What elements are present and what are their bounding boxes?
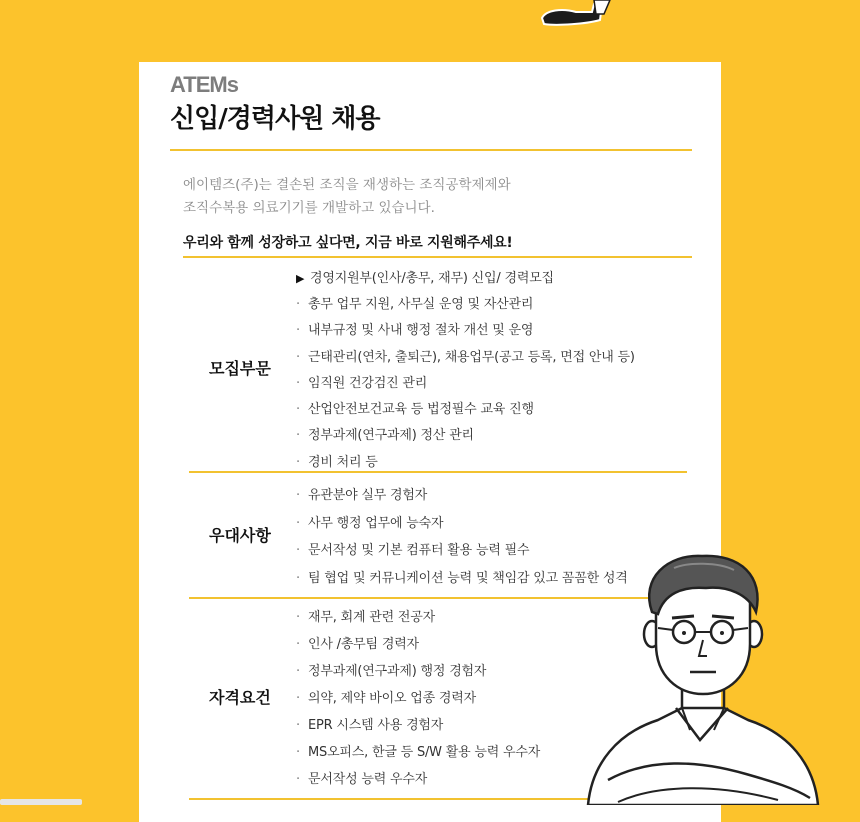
- list-item: [296, 424, 474, 443]
- list-item: [296, 768, 427, 787]
- section-label-preferred: 우대사항: [209, 526, 271, 545]
- section-label-qualifications: 자격요건: [209, 688, 271, 707]
- list-item: [296, 606, 435, 625]
- list-item: [296, 714, 443, 733]
- page-title: 신입/경력사원 채용: [170, 104, 380, 134]
- bullet-icon: ·: [296, 610, 300, 625]
- list-item: [296, 267, 554, 286]
- bullet-icon: ·: [296, 402, 300, 417]
- bullet-icon: ·: [296, 455, 300, 470]
- list-item: [296, 451, 378, 470]
- bullet-icon: ·: [296, 543, 300, 558]
- bullet-icon: ·: [296, 637, 300, 652]
- item-text: 경비 처리 등: [308, 455, 378, 470]
- bullet-icon: ·: [296, 691, 300, 706]
- bullet-icon: ·: [296, 297, 300, 312]
- list-item: [296, 687, 476, 706]
- item-text: 정부과제(연구과제) 행정 경험자: [308, 664, 487, 679]
- item-text: 팀 협업 및 커뮤니케이션 능력 및 책임감 있고 꼼꼼한 성격: [308, 571, 628, 586]
- bullet-icon: ·: [296, 350, 300, 365]
- bullet-icon: ·: [296, 376, 300, 391]
- company-intro: [183, 174, 511, 220]
- section-label-recruitment: 모집부문: [209, 359, 271, 378]
- shoe-illustration: [536, 0, 616, 30]
- list-item: [296, 512, 443, 531]
- list-item: [296, 660, 486, 679]
- item-text: 경영지원부(인사/총무, 재무) 신입/ 경력모집: [310, 271, 554, 286]
- brand-logo-text: ATEMs: [170, 72, 238, 97]
- list-item: [296, 319, 533, 338]
- item-text: 문서작성 및 기본 컴퓨터 활용 능력 필수: [308, 543, 530, 558]
- cta-divider: [183, 256, 692, 258]
- item-text: 유관분야 실무 경험자: [308, 488, 428, 503]
- item-text: 내부규정 및 사내 행정 절차 개선 및 운영: [308, 323, 534, 338]
- list-item: [296, 539, 529, 558]
- bullet-icon: ·: [296, 772, 300, 787]
- bullet-icon: ·: [296, 323, 300, 338]
- item-text: 의약, 제약 바이오 업종 경력자: [308, 691, 476, 706]
- bullet-icon: ·: [296, 488, 300, 503]
- item-text: 임직원 건강검진 관리: [308, 376, 428, 391]
- item-text: 사무 행정 업무에 능숙자: [308, 516, 444, 531]
- item-text: 정부과제(연구과제) 정산 관리: [308, 428, 474, 443]
- item-text: 근태관리(연차, 출퇴근), 채용업무(공고 등록, 면접 안내 등): [308, 350, 635, 365]
- item-text: 총무 업무 지원, 사무실 운영 및 자산관리: [308, 297, 534, 312]
- section-divider: [189, 471, 687, 473]
- call-to-action: 우리와 함께 성장하고 싶다면, 지금 바로 지원해주세요!: [183, 235, 513, 251]
- list-item: [296, 346, 635, 365]
- list-item: [296, 484, 427, 503]
- item-text: 문서작성 능력 우수자: [308, 772, 428, 787]
- item-text: EPR 시스템 사용 경험자: [308, 718, 444, 733]
- bullet-icon: ·: [296, 745, 300, 760]
- list-item: [296, 293, 533, 312]
- bullet-icon: ·: [296, 428, 300, 443]
- bullet-icon: ·: [296, 516, 300, 531]
- bullet-icon: ·: [296, 571, 300, 586]
- list-item: [296, 398, 534, 417]
- intro-line: 조직수복용 의료기기를 개발하고 있습니다.: [183, 200, 435, 216]
- bullet-icon: ·: [296, 664, 300, 679]
- intro-line: 에이템즈(주)는 결손된 조직을 재생하는 조직공학제제와: [183, 177, 511, 193]
- list-item: [296, 372, 427, 391]
- item-text: 인사 /총무팀 경력자: [308, 637, 419, 652]
- bullet-icon: ·: [296, 718, 300, 733]
- item-text: 재무, 회계 관련 전공자: [308, 610, 435, 625]
- item-text: 산업안전보건교육 등 법정필수 교육 진행: [308, 402, 534, 417]
- arrow-icon: ▶: [296, 272, 305, 285]
- item-text: MS오피스, 한글 등 S/W 활용 능력 우수자: [308, 745, 541, 760]
- man-illustration: [578, 548, 828, 805]
- horizontal-scrollbar[interactable]: [0, 799, 82, 805]
- list-item: [296, 633, 419, 652]
- list-item: [296, 741, 540, 760]
- title-divider: [170, 149, 692, 151]
